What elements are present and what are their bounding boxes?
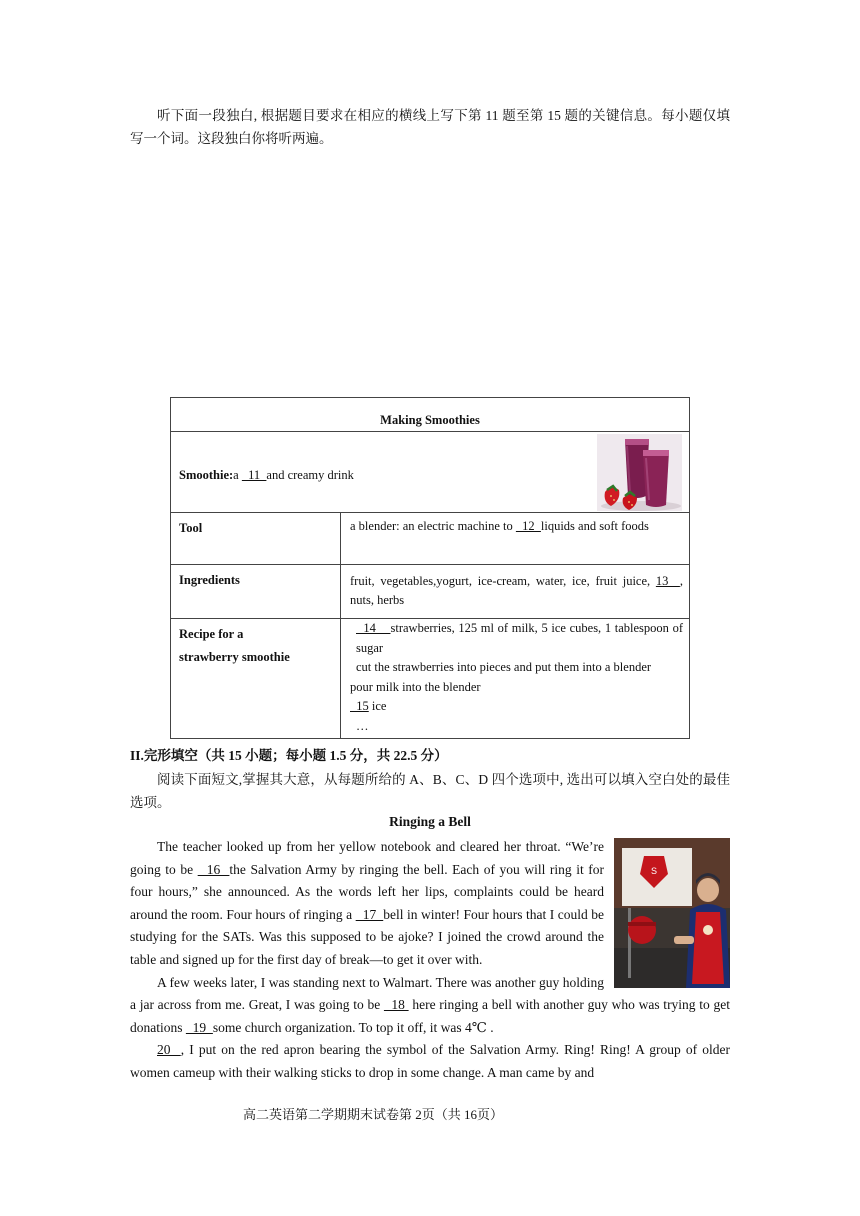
story-paragraph-3: 20 , I put on the red apron bearing the symbol of the Salvation Army. Ring! Ring! A group of older women cameup with their walking sticks to drop in some change. A man came by and bbox=[130, 1042, 730, 1080]
blank-12: 12 bbox=[515, 519, 541, 533]
story-title: Ringing a Bell bbox=[389, 814, 471, 829]
smoothie-label: Smoothie: bbox=[179, 468, 234, 482]
story-paragraph-1: The teacher looked up from her yellow notebook and cleared her throat. “We’re going to be 16 the Salvation Army by ringing the bell. Each of you will ring it for four hours,” she announced. As the words left her lips, complaints could be heard around the room. Four hours of ringing a 17 bell in winter! Four hours that I could be studying for the SATs. Was this supposed to be ajoke? I joined the crowd around the table and signed up for the first day of break—to get it over with. bbox=[130, 839, 605, 967]
blank-19: 19 bbox=[185, 1019, 213, 1035]
ingredients-desc-cell: fruit, vegetables,yogurt, ice-cream, water, ice, fruit juice, 13 , nuts, herbs bbox=[341, 565, 690, 619]
blank-18: 18 bbox=[383, 997, 409, 1013]
recipe-step-1: 14 strawberries, 125 ml of milk, 5 ice cubes, 1 tablespoon of sugar bbox=[356, 621, 683, 655]
smoothie-table bbox=[170, 397, 690, 739]
tool-desc-cell: a blender: an electric machine to 12 liquids and soft foods bbox=[341, 513, 690, 565]
recipe-step-3: pour milk into the blender bbox=[350, 679, 481, 694]
page-footer: 高二英语第二学期期末试卷第 2页（共 16页） bbox=[243, 1107, 504, 1122]
smoothie-photo bbox=[597, 434, 682, 511]
story-paragraph-2: A few weeks later, I was standing next to Walmart. There was another guy holding a jar across from me. Great, I was going to be 18 here ringing a bell with another guy who was trying to get donations 19 some church organization. To top it off, it was 4℃ . bbox=[130, 974, 731, 1035]
listening-instructions: 听下面一段独白, 根据题目要求在相应的横线上写下第 11 题至第 15 题的关键信息。每小题仅填写一个词。这段独白你将听两遍。 bbox=[130, 108, 730, 146]
ingredients-label-cell: Ingredients bbox=[171, 565, 341, 619]
blank-13: 13 bbox=[655, 574, 680, 588]
recipe-step-4: 15 ice bbox=[350, 699, 387, 713]
recipe-step-ellipsis: … bbox=[356, 718, 369, 733]
recipe-steps-cell bbox=[341, 619, 690, 739]
smoothie-row: Smoothie:a 11 and creamy drink bbox=[171, 432, 690, 513]
blank-17: 17 bbox=[355, 906, 384, 922]
section-heading: II.完形填空（共 15 小题；每小题 1.5 分，共 22.5 分） bbox=[130, 748, 448, 763]
recipe-label-cell: Recipe for a strawberry smoothie bbox=[171, 619, 341, 739]
tool-label-cell: Tool bbox=[171, 513, 341, 565]
recipe-step-2: cut the strawberries into pieces and put them into a blender bbox=[356, 660, 652, 674]
svg-text:S: S bbox=[650, 866, 658, 876]
bell-ringer-photo bbox=[614, 838, 730, 988]
blank-15: 15 bbox=[350, 699, 369, 713]
blank-20: 20 bbox=[157, 1042, 181, 1058]
blank-16: 16 bbox=[197, 861, 230, 877]
blank-14: 14 bbox=[356, 621, 391, 635]
story-body bbox=[130, 836, 730, 1085]
section-instructions: 阅读下面短文,掌握其大意，从每题所给的 A、B、C、D 四个选项中, 选出可以填入空白处的最佳选项。 bbox=[130, 772, 730, 810]
blank-11: 11 bbox=[241, 468, 267, 482]
table-title: Making Smoothies bbox=[171, 398, 690, 432]
